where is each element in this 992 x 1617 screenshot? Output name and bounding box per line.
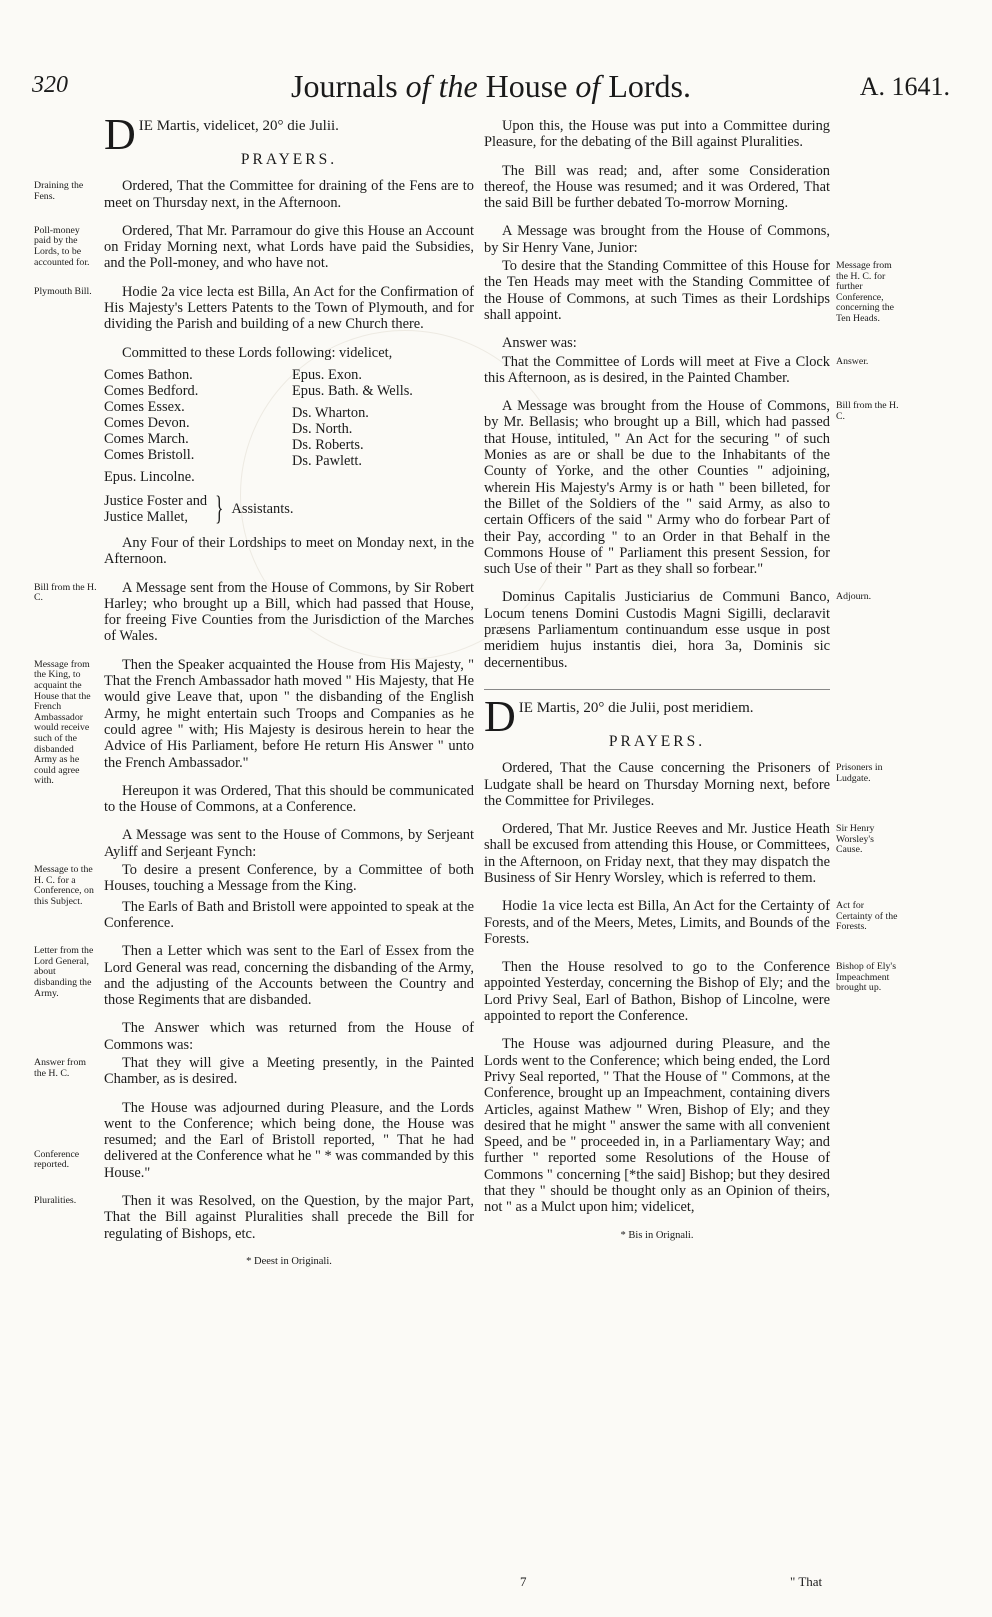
date-text: IE Martis, 20° die Julii, post meridiem. [518,699,754,716]
lord-name: Ds. North. [292,420,353,437]
lord-name: Comes March. [104,430,189,447]
justice-name: Justice Mallet, [104,508,188,525]
entry-any-four [104,535,474,568]
entry-message-vane [484,223,830,256]
margin-note: Poll-money paid by the Lords, to be accounted for. [34,224,90,268]
lord-name: Ds. Pawlett. [292,452,362,469]
prayers-heading: PRAYERS. [240,151,338,168]
entry-text: The Earls of Bath and Bristoll were appointed to speak at the Conference. [104,898,474,931]
entry-committee-pleasure [484,118,830,151]
entry-text: A Message sent from the House of Commons, by Sir Robert Harley; who brought up a Bill, which had passed that House, for freeing Five Counties from the Jurisdiction of the Marches of Wales. [104,579,474,645]
justice-name: Justice Foster and [104,492,208,509]
lords-column-a [104,367,284,485]
entry-text: Then the Speaker acquainted the House from His Majesty, " That the French Ambassador hath moved " His Majesty, that He would give Leave that, upon " the disbanding of the English Army, he might entertain such Troops and Companies as he could agree " with; His Majesty is desirous herein to hear the Advice of His Parliament, before He return His Answer " unto the French Ambassador." [104,656,474,771]
page-header [32,58,950,102]
entry-bill-from-hc [34,579,474,645]
entry-plymouth-bill [34,283,474,333]
entry-conference-reported [34,1099,474,1181]
justices [104,493,207,525]
entry-text: The House was adjourned during Pleasure, and the Lords went to the Conference; which being ended, the Lord Privy Seal reported, " That the House of " Commons, at the Conference, brought up an Impeachment, containing divers Articles, against Mathew " Wren, Bishop of Ely; and they desired that he might " answer the same with all convenient Speed, and be " proceeded in, in a Parliamentary Way; and further " reported some Resolutions of the House of Commons " concerning [*the said] Bishop; but they desired that they " should be thought only as an Opinion of theirs, not " as a Mulct upon him; videlicet, [484,1036,830,1216]
entry-text: Hereupon it was Ordered, That this should be communicated to the House of Commons, at a Conference. [104,782,474,816]
footnote: * Bis in Orignali. [620,1229,694,1241]
entry-text: A Message was brought from the House of Commons, by Sir Henry Vane, Junior: [484,223,830,256]
entry-bishop-ely [484,959,897,1025]
entry-answer-was [484,335,830,351]
entry-text: Then the House resolved to go to the Conference appointed Yesterday, concerning the Bishop of Ely; and the Lord Privy Seal, Earl of Bathon, Bishop of Lincolne, were appointed to report the Conference. [484,959,830,1025]
entry-text: That the Committee of Lords will meet at Five a Clock this Afternoon, as is desired, in the Painted Chamber. [484,353,830,386]
entry-text: Hodie 2a vice lecta est Billa, An Act for the Confirmation of His Majesty's Letters Patents to the Town of Plymouth, and for dividing the Parish and building of a new Church there. [104,283,474,333]
entry-text: Ordered, That Mr. Parramour do give this House an Account on Friday Morning next, what Lords have paid the Subsidies, and the Poll-money, and who have not. [104,222,474,272]
margin-note: Plymouth Bill. [34,285,92,297]
margin-note: Sir Henry Worsley's Cause. [836,823,875,856]
title-word: of [575,68,601,104]
running-title [32,68,950,105]
lords-list [104,367,474,485]
entry-text: Ordered, That the Committee for draining of the Fens are to meet on Thursday next, in the Afternoon. [104,178,474,211]
entry-ordered-communicate [104,783,474,816]
left-column [34,110,474,1270]
entry-text: Then it was Resolved, on the Question, by the major Part, That the Bill against Pluralities shall precede the Bill for regulating of Bishops, etc. [104,1193,474,1242]
margin-note: Pluralities. [34,1195,77,1207]
margin-note: Bill from the H. C. [836,400,899,422]
entry-french-ambassador [34,656,474,787]
entry-text: Ordered, That the Cause concerning the Prisoners of Ludgate shall be heard on Thursday Morning next, before the Committee for Privileges. [484,760,830,809]
drop-capital: D [104,110,136,159]
entry-text: A Message was sent to the House of Commons, by Serjeant Ayliff and Serjeant Fynch: [104,827,474,860]
title-word: House [485,68,568,104]
entry-bill-read [484,163,830,212]
margin-note: Bishop of Ely's Impeachment brought up. [836,961,897,994]
margin-note: Conference reported. [34,1148,80,1171]
margin-note: Bill from the H. C. [34,581,97,604]
entry-earls-appointed [104,899,474,932]
entry-text: Any Four of their Lordships to meet on Monday next, in the Afternoon. [104,534,474,568]
margin-note: Answer from the H. C. [34,1056,86,1079]
entry-text: A Message was brought from the House of Commons, by Mr. Bellasis; who brought up a Bill, which had passed that House, intituled, " An Act for the securing " of such Monies as are or shall be due to the Inhabitants of the County of Yorke, and the other Counties " adjoining, wherein His Majesty's Army is or hath " been billeted, for the Billet of the Soldiers of the " said Army, as also to certain Officers of the said " Army who do forbear Part of their Pay, according " to an Order in that Behalf in the Commons House of " Parliament this present Session, for such Use of their " Part as they shall so forbear." [484,398,830,578]
entry-text: To desire a present Conference, by a Committee of both Houses, touching a Message from the King. [104,862,474,895]
entry-answer-five [484,353,869,387]
entry-adjourn [484,589,872,671]
title-word: Lords. [608,68,691,104]
lord-name: Comes Devon. [104,414,190,431]
entry-text: That they will give a Meeting presently, in the Painted Chamber, as is desired. [104,1054,474,1088]
entry-text: Upon this, the House was put into a Committee during Pleasure, for the debating of the Bill against Pluralities. [484,118,830,151]
lord-name: Comes Bathon. [104,366,193,383]
entry-text: To desire that the Standing Committee of this House for the Ten Heads may meet with the Standing Committee of the House of Commons, at such Times as their Lordships shall appoint. [484,258,830,323]
margin-note: Act for Certainty of the Forests. [836,900,898,933]
entry-text: The House was adjourned during Pleasure, and the Lords went to the Conference; which being done, the House was resumed; and the Earl of Bristoll reported, " That he had delivered at the Conference what he " * was commanded by this House." [104,1099,474,1181]
margin-note: Adjourn. [836,591,872,603]
lord-name: Comes Essex. [104,398,185,415]
lord-name: Ds. Wharton. [292,404,369,421]
entry-lord-general-letter [34,943,474,1009]
entry-forests [484,898,898,947]
lord-name: Ds. Roberts. [292,436,364,453]
drop-capital: D [484,691,516,741]
entry-ludgate [484,760,883,809]
signature-mark: 7 [520,1574,527,1589]
page-year: A. 1641. [859,72,950,101]
page-number: 320 [32,72,68,98]
margin-note: Draining the Fens. [34,180,84,202]
entry-poll-money [34,222,474,272]
margin-note: Message from the King, to acquaint the House that the French Ambassador would receive such of the disbanded Army as he could agree with. [34,658,91,787]
margin-note: Prisoners in Ludgate. [836,762,883,784]
footnote: * Deest in Originali. [246,1255,332,1267]
catchword: " That [790,1574,823,1589]
lord-name: Epus. Bath. & Wells. [292,382,413,399]
entry-bellasis-bill [484,398,899,578]
entry-impeachment [484,1036,830,1215]
margin-note: Letter from the Lord General, about disbanding the Army. [34,945,94,999]
entry-pluralities [34,1193,474,1242]
entry-conference-request [34,862,474,907]
title-word: the [438,68,478,104]
entry-text: Dominus Capitalis Justiciarius de Communi Banco, Locum tenens Domini Custodis Magni Sigilli, declaravit præsens Parliamentum continuandum esse usque in post meridiem hujus instantis diei, hora 3a, Dominis sic decernentibus. [484,589,830,671]
prayers-heading: PRAYERS. [608,732,706,750]
entry-text: Ordered, That Mr. Justice Reeves and Mr. Justice Heath shall be excused from attending this House, or Committees, in the Afternoon, on Friday next, that they may dispatch the Business of Sir Henry Worsley, which is referred to them. [484,821,830,886]
lord-name: Comes Bristoll. [104,446,195,463]
entry-answer-hc [34,1054,474,1088]
entry-text: The Answer which was returned from the House of Commons was: [104,1020,474,1053]
title-word: Journals [291,68,398,104]
right-column [480,118,910,1244]
entry-worsley [484,821,875,886]
lord-name: Comes Bedford. [104,382,199,399]
committed-line: Committed to these Lords following: videlicet, [122,344,393,361]
brace-glyph: } [215,489,224,527]
entry-text: Then a Letter which was sent to the Earl of Essex from the Lord General was read, concerning the disbanding of the Army, and the adjusting of the Accounts between the Country and those Regiments that are disbanded. [104,943,474,1009]
margin-note: Answer. [836,355,869,367]
assistants-label: Assistants. [231,500,294,517]
margin-note: Message from the H. C. for further Conference, concerning the Ten Heads. [836,260,894,325]
date-heading [104,110,474,159]
date-text: IE Martis, videlicet, 20° die Julii. [138,118,339,134]
entry-text: Answer was: [502,335,577,352]
entry-ten-heads [484,258,894,325]
assistants-block [104,489,474,527]
lord-name: Epus. Lincolne. [104,468,195,485]
entry-text: Hodie 1a vice lecta est Billa, An Act for the Certainty of Forests, and of the Meers, Metes, Limits, and Bounds of the Forests. [484,898,830,947]
entry-draining-fens [34,178,474,211]
margin-note: Message to the H. C. for a Conference, on this Subject. [34,864,94,907]
entry-message-sent [104,827,474,860]
lords-column-b [292,367,462,485]
lord-name: Epus. Exon. [292,366,362,383]
entry-answer-returned [104,1020,474,1053]
entry-text: The Bill was read; and, after some Consideration thereof, the House was resumed; and it was Ordered, That the said Bill be further debated To-morrow Morning. [484,162,830,212]
title-word: of [405,68,431,104]
